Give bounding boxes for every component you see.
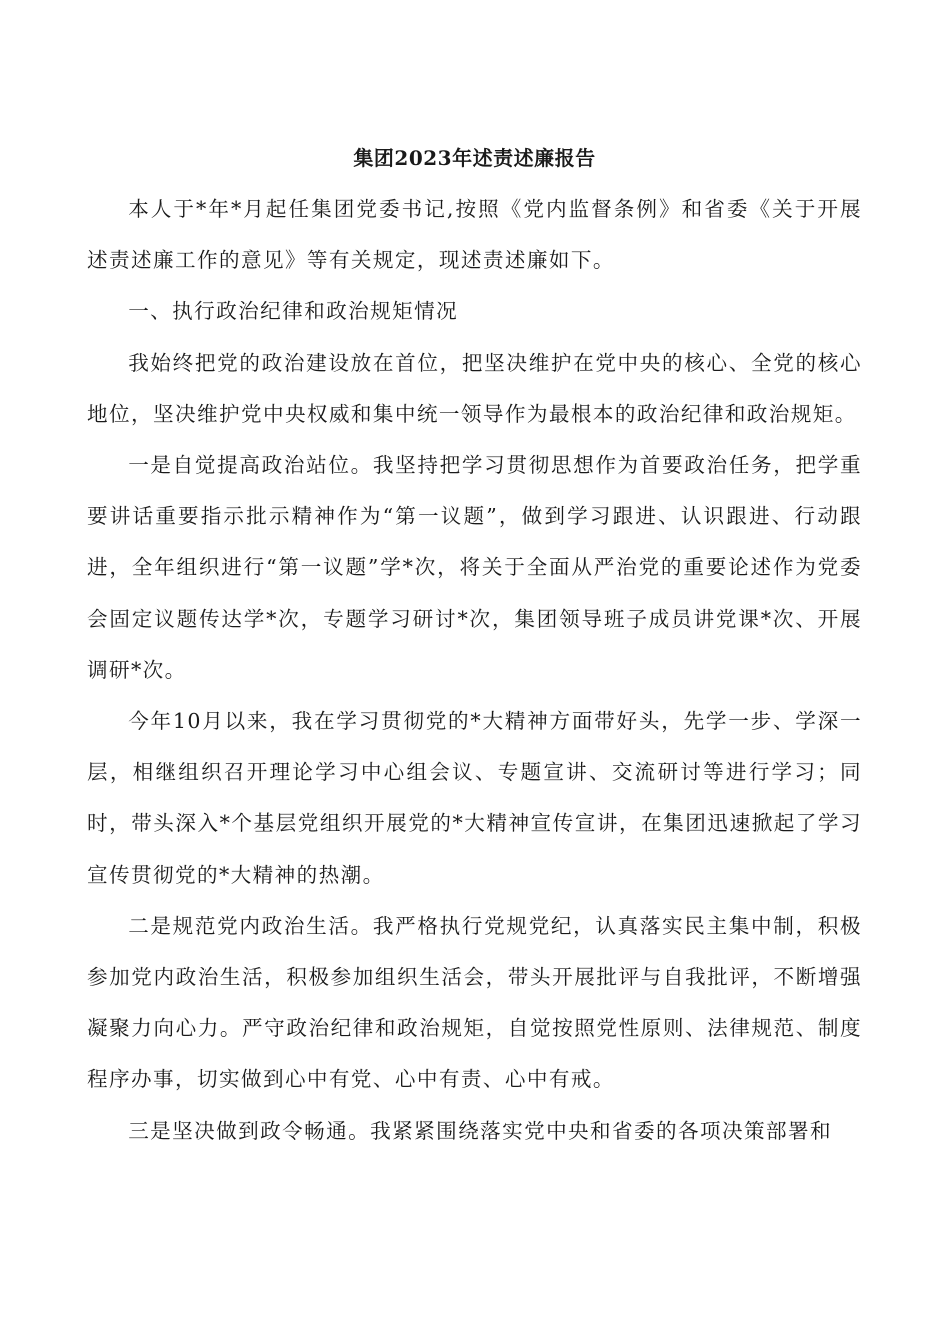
document-page (87, 132, 862, 1157)
paragraph-intro: 本人于*年*月起任集团党委书记,按照《党内监督条例》和省委《关于开展述责述廉工作的意见》等有关规定，现述责述廉如下。 (87, 197, 862, 273)
paragraph-political-building: 我始终把党的政治建设放在首位，把坚决维护在党中央的核心、全党的核心地位，坚决维护党中央权威和集中统一领导作为最根本的政治纪律和政治规矩。 (87, 350, 862, 426)
paragraph-study: 今年10月以来，我在学习贯彻党的*大精神方面带好头，先学一步、学深一层，相继组织召开理论学习中心组会议、专题宣讲、交流研讨等进行学习；同时，带头深入*个基层党组织开展党的*大精神宣传宣讲，在集团迅速掀起了学习宣传贯彻党的*大精神的热潮。 (87, 709, 862, 887)
paragraph-party-life: 二是规范党内政治生活。我严格执行党规党纪，认真落实民主集中制，积极参加党内政治生活，积极参加组织生活会，带头开展批评与自我批评，不断增强凝聚力向心力。严守政治纪律和政治规矩，自觉按照党性原则、法律规范、制度程序办事，切实做到心中有党、心中有责、心中有戒。 (87, 913, 862, 1092)
section-heading-1: 一、执行政治纪律和政治规矩情况 (128, 299, 459, 324)
paragraph-political-standing: 一是自觉提高政治站位。我坚持把学习贯彻思想作为首要政治任务，把学重要讲话重要指示批示精神作为“第一议题”，做到学习跟进、认识跟进、行动跟进，全年组织进行“第一议题”学*次，将关于全面从严治党的重要论述作为党委会固定议题传达学*次，专题学习研讨*次，集团领导班子成员讲党课*次、开展调研*次。 (87, 453, 862, 682)
document-title: 集团2023年述责述廉报告 (353, 146, 596, 170)
paragraph-policy: 三是坚决做到政令畅通。我紧紧围绕落实党中央和省委的各项决策部署和 (128, 1118, 832, 1143)
